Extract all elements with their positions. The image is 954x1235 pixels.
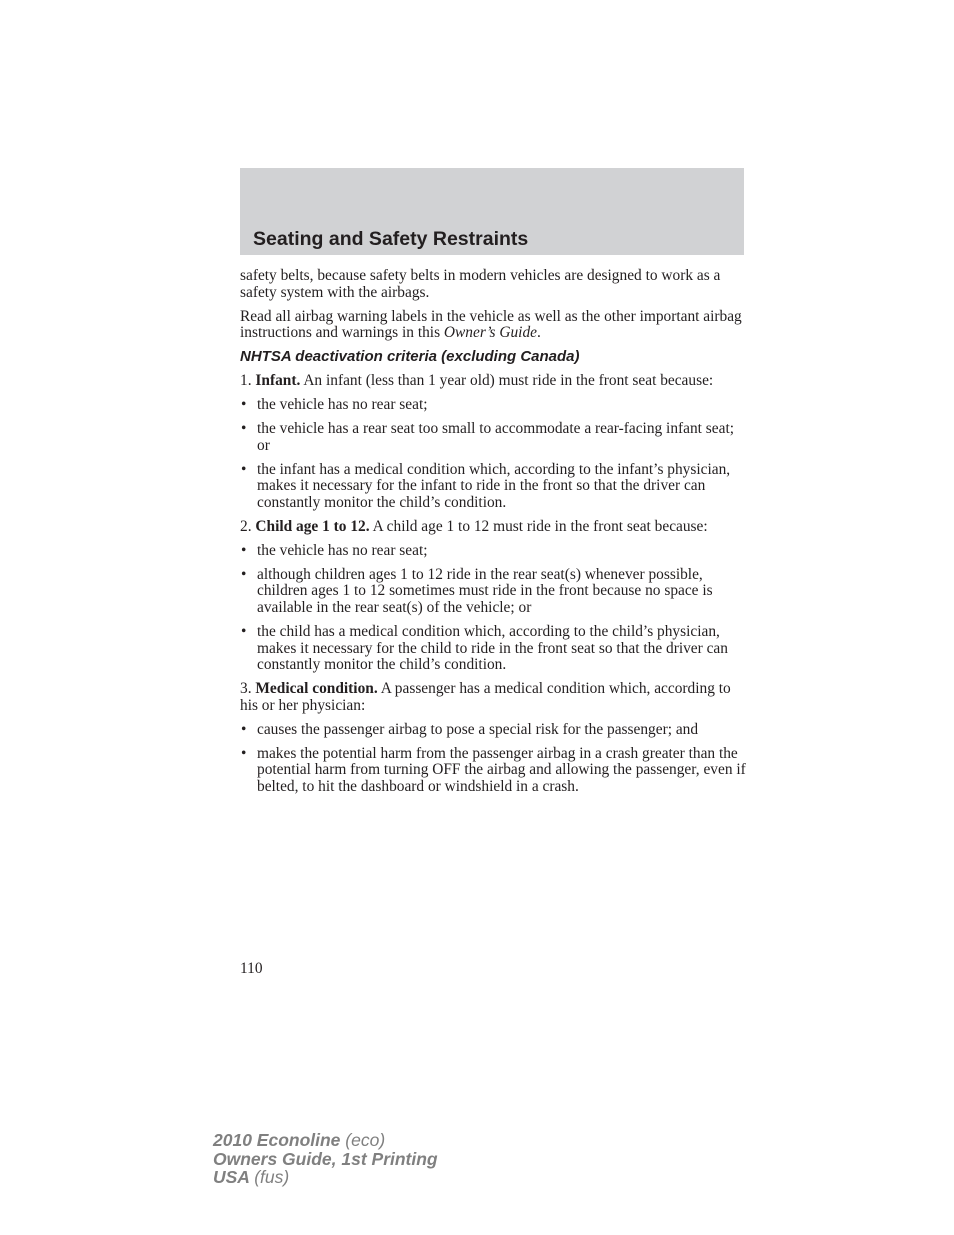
criterion-lead <box>240 681 746 714</box>
criterion-bullet-list <box>240 722 746 796</box>
criterion-lead <box>240 373 746 390</box>
criterion-label: Infant. <box>255 372 301 390</box>
section-title: Seating and Safety Restraints <box>253 228 529 250</box>
criterion-bullet-list <box>240 543 746 674</box>
intro-paragraph: safety belts, because safety belts in modern vehicles are designed to work as a safety system with the airbags. <box>240 267 721 301</box>
bullet-item: • makes the potential harm from the passenger airbag in a crash greater than the potential harm from turning OFF the airbag and allowing the passenger, even if belted, to hit the dashboard or windshield in a crash. <box>240 746 746 796</box>
warning-text: Read all airbag warning labels in the vehicle as well as the other important airbag instructions and warnings in this <box>240 307 742 342</box>
footer-model: 2010 Econoline <box>213 1130 341 1150</box>
footer-line-model <box>213 1131 438 1150</box>
bullet-item: • the vehicle has no rear seat; <box>240 543 746 560</box>
criterion-number: 2. <box>240 517 252 535</box>
criterion-number: 3. <box>240 680 252 698</box>
warning-paragraph <box>240 309 746 342</box>
bullet-item: • the vehicle has no rear seat; <box>240 397 746 414</box>
criterion-text: A passenger has a medical condition which, according to his or her physician: <box>240 680 731 714</box>
page-content <box>240 268 746 803</box>
footer-line-printing: Owners Guide, 1st Printing <box>213 1148 438 1169</box>
subheading: NHTSA deactivation criteria (excluding Canada) <box>240 348 580 366</box>
bullet-item: • although children ages 1 to 12 ride in the rear seat(s) whenever possible, children ages 1 to 12 sometimes must ride in the front because no space is available in the rear seat(s) of the vehicle; or <box>240 567 746 617</box>
document-footer <box>213 1131 438 1187</box>
bullet-item: • causes the passenger airbag to pose a special risk for the passenger; and <box>240 722 746 739</box>
criterion-text: A child age 1 to 12 must ride in the front seat because: <box>372 517 708 535</box>
footer-model-code: (eco) <box>345 1130 386 1150</box>
criterion-text: An infant (less than 1 year old) must ride in the front seat because: <box>303 372 714 390</box>
criterion-number: 1. <box>240 372 252 390</box>
page-number: 110 <box>240 960 263 977</box>
section-header-band <box>240 168 744 255</box>
bullet-item: • the infant has a medical condition which, according to the infant’s physician, makes it necessary for the infant to ride in the front so that the driver can constantly monitor the child’s condition. <box>240 462 746 512</box>
criterion-medical <box>240 681 746 795</box>
bullet-item: • the vehicle has a rear seat too small to accommodate a rear-facing infant seat; or <box>240 421 746 454</box>
bullet-item: • the child has a medical condition which, according to the child’s physician, makes it necessary for the child to ride in the front seat so that the driver can constantly monitor the child’s condition. <box>240 624 746 674</box>
footer-market-code: (fus) <box>254 1167 290 1187</box>
criterion-bullet-list <box>240 397 746 511</box>
criterion-infant <box>240 373 746 511</box>
criterion-lead <box>240 519 746 536</box>
footer-market: USA <box>213 1167 250 1187</box>
criterion-label: Medical condition. <box>255 680 378 698</box>
owners-guide-reference: Owner’s Guide <box>443 324 537 342</box>
warning-text-end: . <box>536 324 541 342</box>
criterion-label: Child age 1 to 12. <box>255 517 370 535</box>
footer-line-market <box>213 1168 438 1187</box>
criterion-child <box>240 519 746 674</box>
